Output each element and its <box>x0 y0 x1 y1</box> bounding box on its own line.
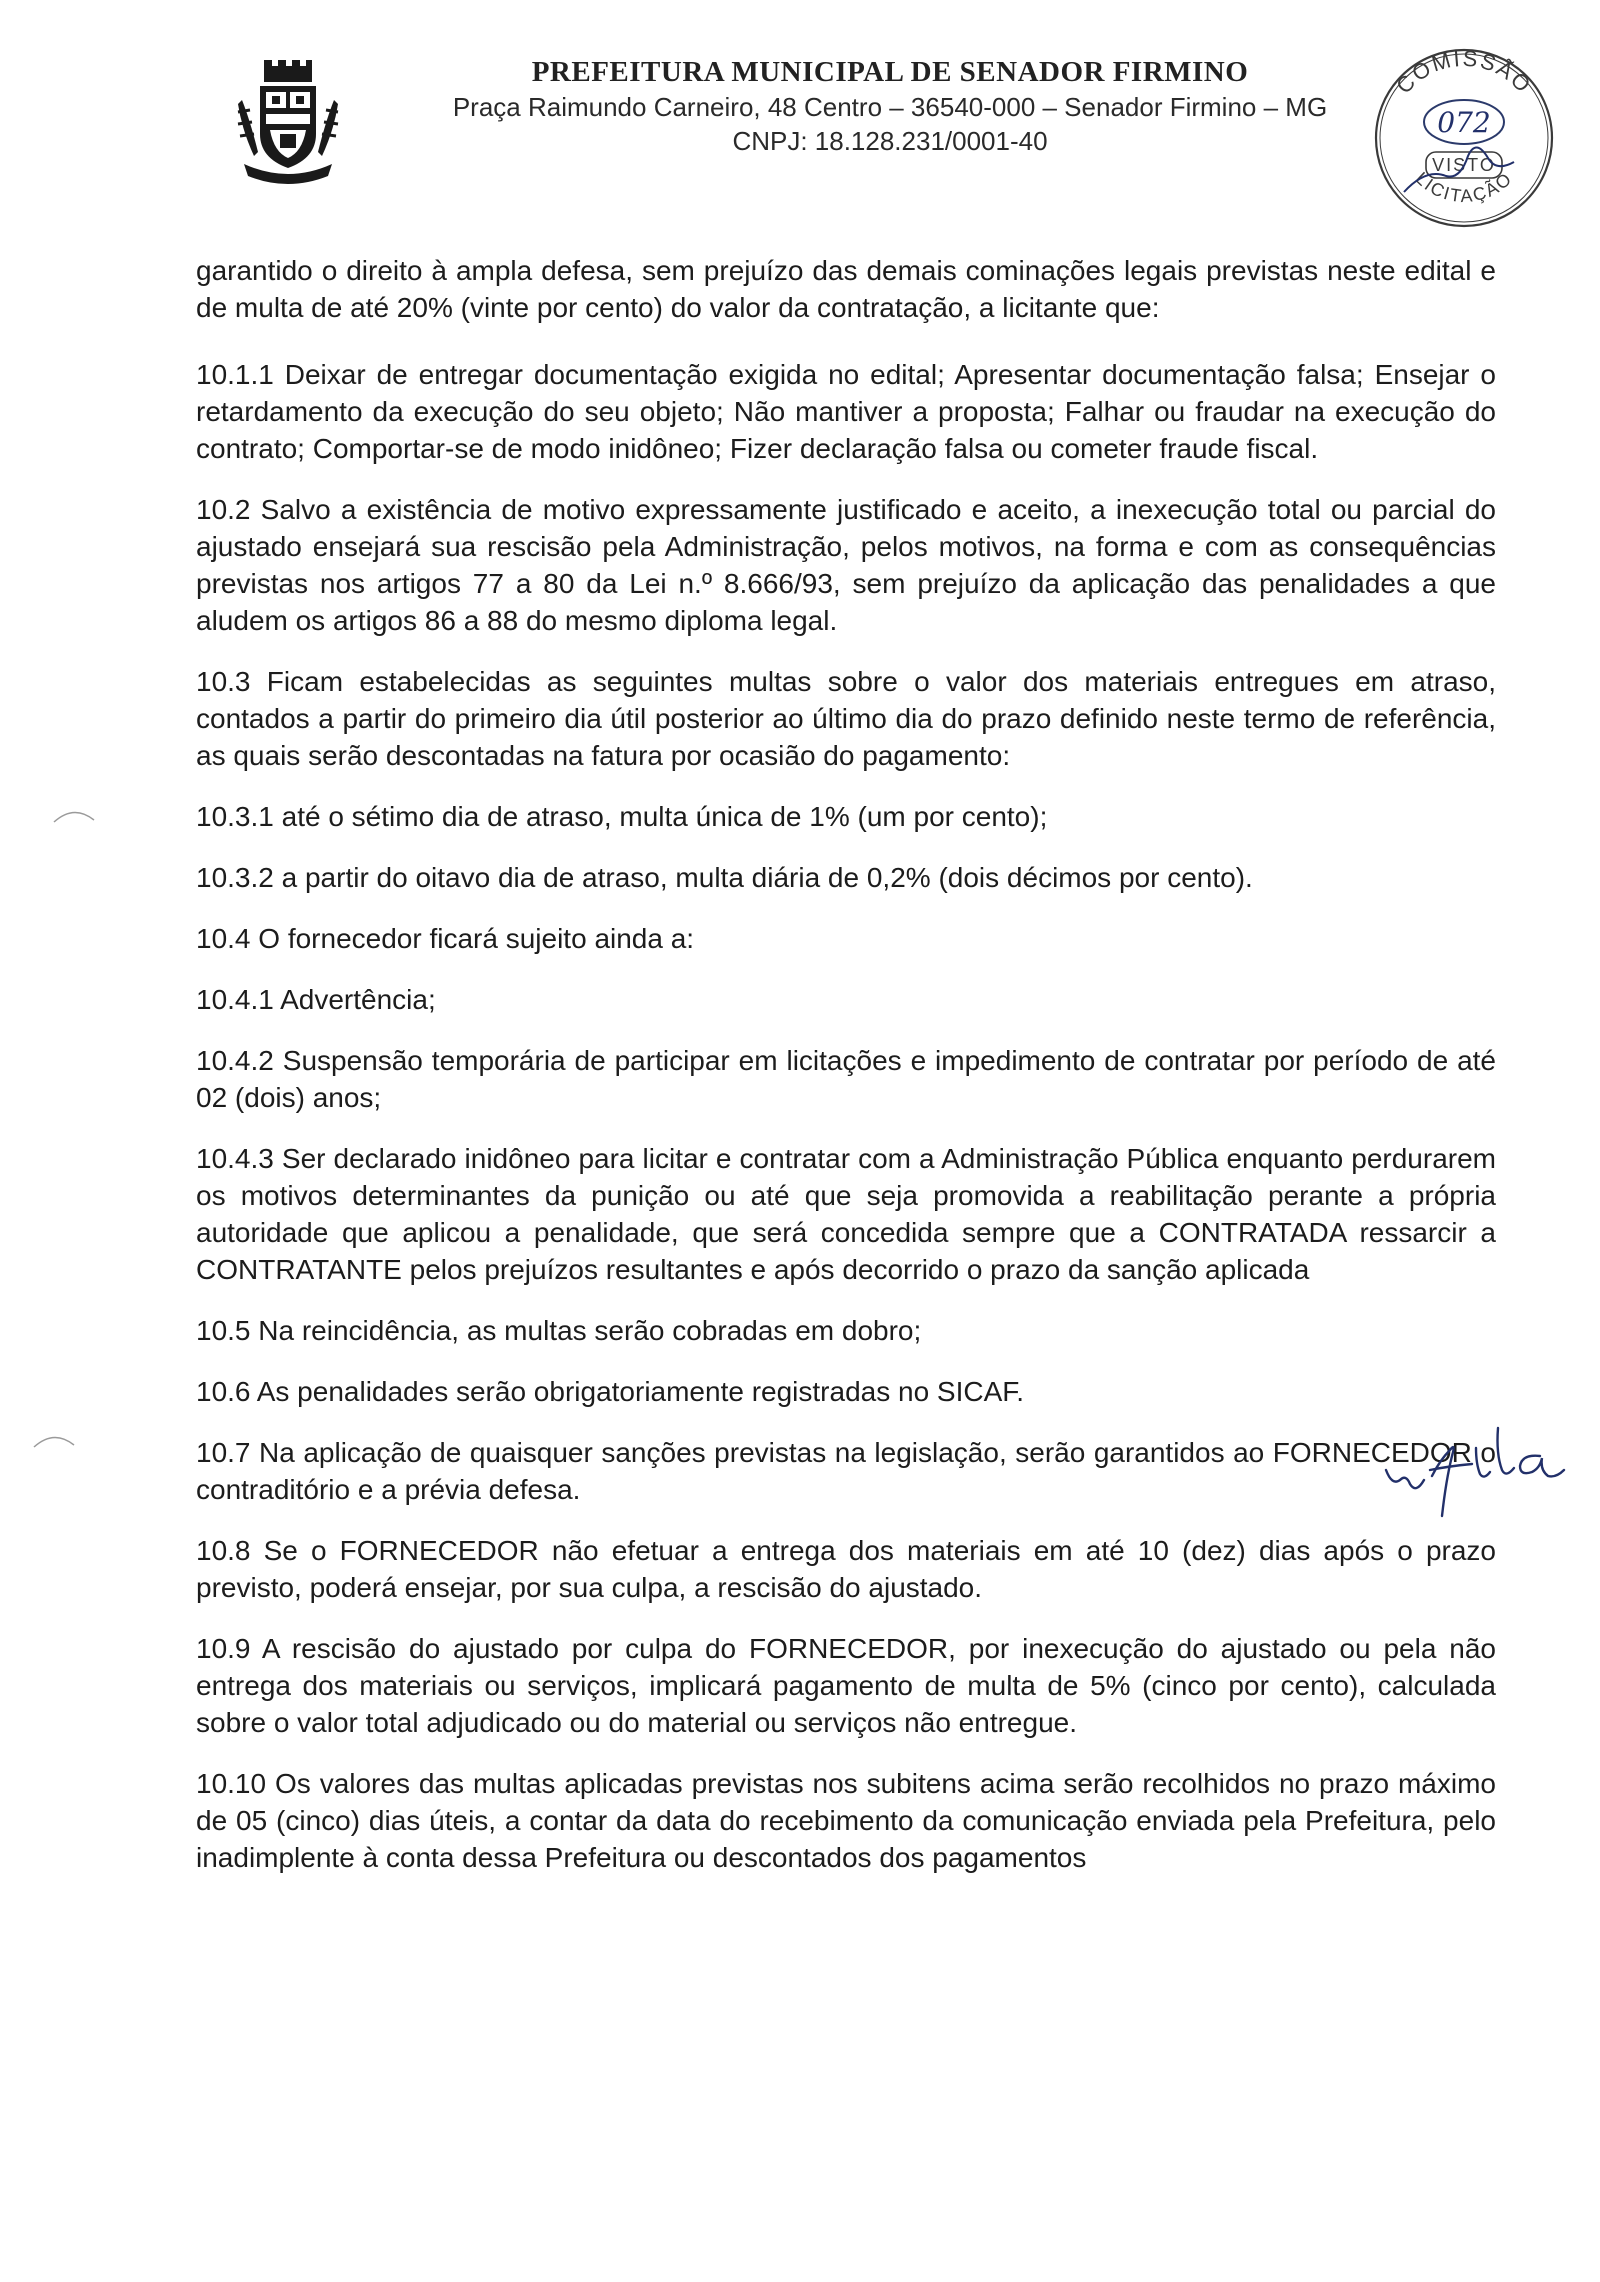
paragraph-10-4: 10.4 O fornecedor ficará sujeito ainda a: <box>196 923 695 954</box>
paragraph-10-10: 10.10 Os valores das multas aplicadas previstas nos subitens acima serão recolhidos no prazo máximo de 05 (cinco) dias úteis, a contar da data do recebimento da comunicação enviada pela Prefeitura, pelo inadimplente à conta dessa Prefeitura ou descontados dos pagamentos <box>196 1768 1496 1873</box>
paragraph-10-4-2: 10.4.2 Suspensão temporária de participar em licitações e impedimento de contratar por período de até 02 (dois) anos; <box>196 1045 1496 1113</box>
punch-hole-mark <box>50 800 98 830</box>
stamp-top-text: COMISSÃO <box>1391 45 1537 99</box>
paragraph-10-5: 10.5 Na reincidência, as multas serão cobradas em dobro; <box>196 1315 922 1346</box>
commission-stamp <box>1364 40 1564 230</box>
handwritten-signature <box>1380 1420 1570 1520</box>
paragraph-10-4-3: 10.4.3 Ser declarado inidôneo para licitar e contratar com a Administração Pública enquanto perdurarem os motivos determinantes da punição ou até que seja promovida a reabilitação perante a própria autoridade que aplicou a penalidade, que será concedida sempre que a CONTRATADA ressarcir a CONTRATANTE pelos prejuízos resultantes e após decorrido o prazo da sanção aplicada <box>196 1143 1496 1285</box>
paragraph-intro: garantido o direito à ampla defesa, sem prejuízo das demais cominações legais previstas neste edital e de multa de até 20% (vinte por cento) do valor da contratação, a licitante que: <box>196 255 1496 323</box>
paragraph-10-8: 10.8 Se o FORNECEDOR não efetuar a entrega dos materiais em até 10 (dez) dias após o prazo previsto, poderá ensejar, por sua culpa, a rescisão do ajustado. <box>196 1535 1496 1603</box>
document-body <box>196 252 1496 1900</box>
institution-name: PREFEITURA MUNICIPAL DE SENADOR FIRMINO <box>531 56 1249 88</box>
paragraph-10-1-1: 10.1.1 Deixar de entregar documentação exigida no edital; Apresentar documentação falsa; Ensejar o retardamento da execução do seu objeto; Não mantiver a proposta; Falhar ou fraudar na execução do contrato; Comportar-se de modo inidôneo; Fizer declaração falsa ou cometer fraude fiscal. <box>196 359 1496 464</box>
institution-cnpj: CNPJ: 18.128.231/0001-40 <box>732 126 1048 156</box>
paragraph-10-3: 10.3 Ficam estabelecidas as seguintes multas sobre o valor dos materiais entregues em atraso, contados a partir do primeiro dia útil posterior ao último dia do prazo definido neste termo de referência, as quais serão descontadas na fatura por ocasião do pagamento: <box>196 666 1496 771</box>
paragraph-10-4-1: 10.4.1 Advertência; <box>196 984 436 1015</box>
stamp-number: 072 <box>1437 106 1491 139</box>
paragraph-10-7: 10.7 Na aplicação de quaisquer sanções previstas na legislação, serão garantidos ao FORNECEDOR o contraditório e a prévia defesa. <box>196 1437 1496 1505</box>
paragraph-10-2: 10.2 Salvo a existência de motivo expressamente justificado e aceito, a inexecução total ou parcial do ajustado ensejará sua rescisão pela Administração, pelos motivos, na forma e com as consequências previstas nos artigos 77 a 80 da Lei n.º 8.666/93, sem prejuízo da aplicação das penalidades a que aludem os artigos 86 a 88 do mesmo diploma legal. <box>196 494 1496 636</box>
paragraph-10-9: 10.9 A rescisão do ajustado por culpa do FORNECEDOR, por inexecução do ajustado ou pela não entrega dos materiais ou serviços, implicará pagamento de multa de 5% (cinco por cento), calculada sobre o valor total adjudicado ou do material ou serviços não entregue. <box>196 1633 1496 1738</box>
paragraph-10-3-2: 10.3.2 a partir do oitavo dia de atraso, multa diária de 0,2% (dois décimos por cento). <box>196 862 1253 893</box>
stamp-bottom-text: LICITAÇÃO <box>1411 167 1517 207</box>
stamp-visto-text: VISTO <box>1432 155 1496 175</box>
punch-hole-mark <box>30 1425 78 1455</box>
institution-address: Praça Raimundo Carneiro, 48 Centro – 36540-000 – Senador Firmino – MG <box>452 92 1328 122</box>
municipal-crest-icon <box>236 60 340 188</box>
paragraph-10-6: 10.6 As penalidades serão obrigatoriamente registradas no SICAF. <box>196 1376 1025 1407</box>
paragraph-10-3-1: 10.3.1 até o sétimo dia de atraso, multa única de 1% (um por cento); <box>196 801 1048 832</box>
letterhead <box>380 54 1400 158</box>
svg-text:COMISSÃO <box>1391 46 1537 99</box>
